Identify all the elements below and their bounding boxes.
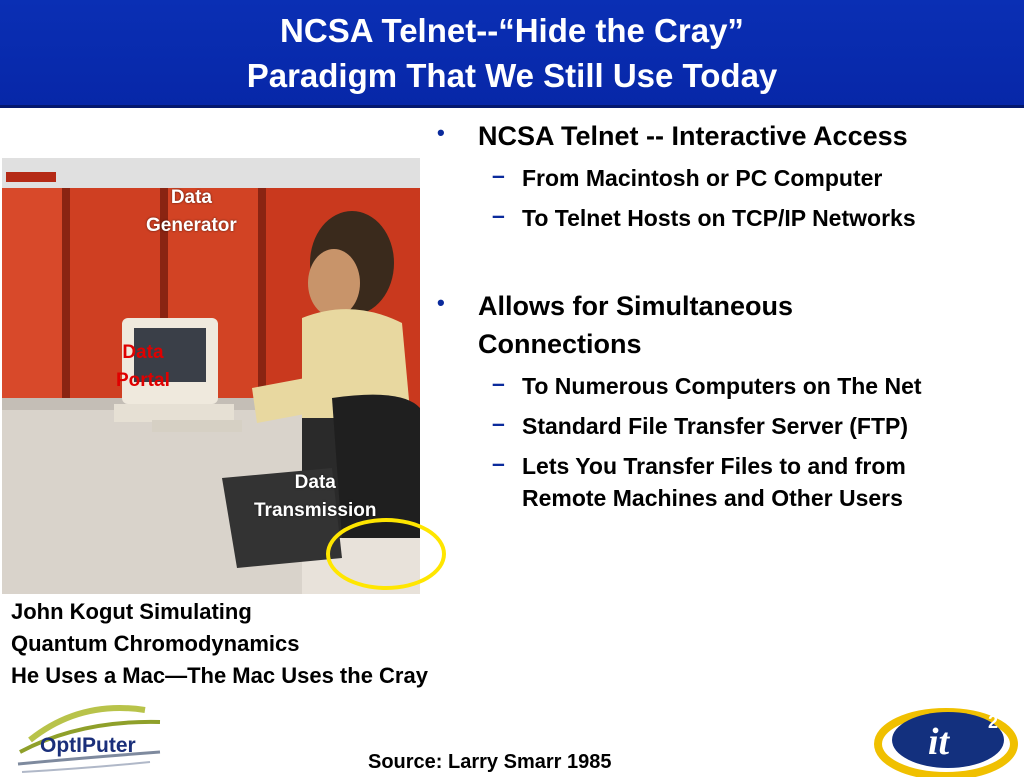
slide-title-banner [0,0,1024,108]
source-credit: Source: Larry Smarr 1985 [368,751,612,773]
bullet-telnet: NCSA Telnet -- Interactive Access [478,121,908,151]
label-data-generator [146,184,237,240]
label-data-portal-line-1: Data [122,342,164,363]
label-data-portal [116,339,170,395]
label-data-transmission-line-2: Transmission [254,500,377,521]
dash-marker: – [492,370,505,396]
highlight-circle [326,518,446,590]
sub-bullet-to-hosts: To Telnet Hosts on TCP/IP Networks [522,205,916,231]
sub-bullet-ftp: Standard File Transfer Server (FTP) [522,413,909,439]
sub-bullet-from-mac: From Macintosh or PC Computer [522,165,883,191]
it2-logo-icon [872,700,1020,777]
bullet-simultaneous-line-1: Allows for Simultaneous [478,291,794,321]
optiputer-logo-icon [10,700,170,777]
label-data-generator-line-1: Data [170,187,212,208]
caption-line-1: John Kogut Simulating [11,599,252,624]
bullet-marker: • [437,120,445,145]
sub-bullet-transfer-line-1: Lets You Transfer Files to and from [522,453,906,479]
sub-bullet-numerous: To Numerous Computers on The Net [522,373,922,399]
it2-logo-sup: 2 [988,712,999,732]
dash-marker: – [492,162,505,188]
slide-title-line-2: Paradigm That We Still Use Today [246,57,778,94]
optiputer-logo [10,700,170,777]
it2-logo-text: it [928,721,950,763]
slide-title-line-1: NCSA Telnet--“Hide the Cray” [280,12,744,49]
dash-marker: – [492,202,505,228]
dash-marker: – [492,410,505,436]
label-data-generator-line-2: Generator [146,215,237,236]
optiputer-logo-text: OptIPuter [40,734,136,757]
dash-marker: – [492,450,505,476]
sub-bullet-transfer-line-2: Remote Machines and Other Users [522,485,903,511]
bullet-simultaneous-line-2: Connections [478,329,642,359]
caption-line-3: He Uses a Mac—The Mac Uses the Cray [11,663,428,688]
label-data-portal-line-2: Portal [116,370,170,391]
photo-caption [11,596,428,692]
bullet-marker: • [437,290,445,315]
it2-logo [872,700,1020,777]
label-data-transmission [254,469,377,525]
label-data-transmission-line-1: Data [294,472,336,493]
caption-line-2: Quantum Chromodynamics [11,631,300,656]
